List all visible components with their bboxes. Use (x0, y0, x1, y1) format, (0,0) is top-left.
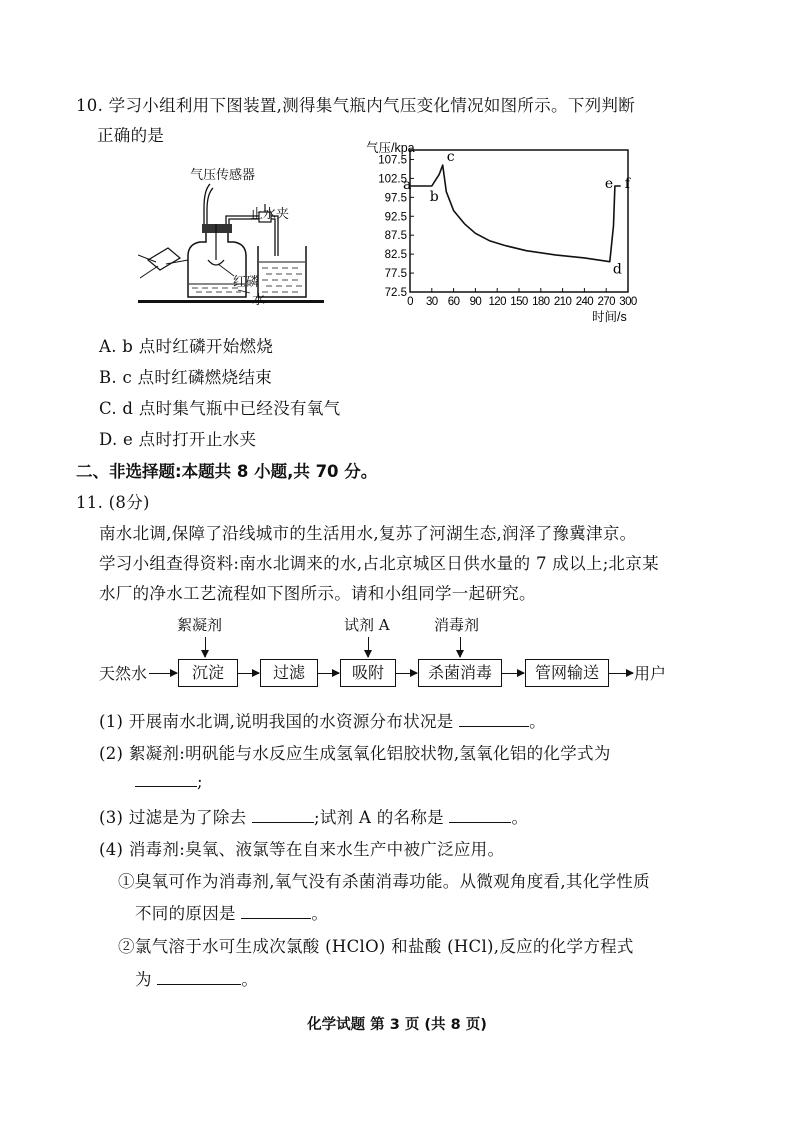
point-label-d: d (612, 261, 622, 278)
x-tick-label: 300 (619, 296, 637, 308)
flow-step-filtration: 过滤 (260, 659, 318, 687)
y-tick-label: 97.5 (384, 192, 407, 205)
q11-sub2-line1: (2) 絮凝剂:明矾能与水反应生成氢氧化铝胶状物,氢氧化铝的化学式为 (99, 744, 611, 763)
q11-sub2-line2 (135, 772, 203, 791)
q11-sub4-2-line1: ②氯气溶于水可生成次氯酸 (HClO) 和盐酸 (HCl),反应的化学方程式 (118, 937, 634, 956)
point-label-a: a (403, 176, 412, 193)
y-tick-label: 82.5 (384, 249, 407, 262)
q11-sub1-end: 。 (529, 712, 546, 731)
flow-arrow (149, 673, 177, 674)
point-label-b: b (429, 188, 439, 205)
flow-arrow (502, 673, 524, 674)
pressure-chart (360, 140, 660, 330)
x-tick-label: 60 (447, 296, 460, 308)
y-tick-label: 92.5 (384, 211, 407, 224)
q11-sub4-1-text: 不同的原因是 (135, 904, 236, 923)
plot-frame (410, 150, 628, 292)
page-footer: 化学试题 第 3 页 (共 8 页) (307, 1017, 487, 1033)
q11-sub4-1-end: 。 (311, 904, 329, 923)
flow-step-sedimentation: 沉淀 (178, 659, 238, 687)
q11-sub4-2-end: 。 (241, 970, 259, 989)
y-tick-label: 72.5 (384, 287, 407, 299)
q10-option-c: C. d 点时集气瓶中已经没有氧气 (99, 399, 341, 418)
x-axis-label: 时间/s (592, 310, 627, 324)
flow-arrow (318, 673, 339, 674)
water-label: 水 (252, 293, 266, 308)
x-tick-label: 150 (510, 296, 528, 308)
flow-arrow-down (368, 637, 369, 657)
x-tick-label: 30 (426, 296, 438, 308)
flow-input-flocculant: 絮凝剂 (177, 616, 223, 634)
q10-option-d: D. e 点时打开止水夹 (99, 430, 257, 449)
q10-option-b: B. c 点时红磷燃烧结束 (99, 368, 273, 387)
x-tick-label: 270 (597, 296, 615, 308)
q11-sub3 (99, 804, 528, 828)
q11-sub4-1-line2 (135, 900, 328, 924)
q11-sub3-text-b: ;试剂 A 的名称是 (313, 808, 444, 827)
sensor-label: 气压传感器 (190, 168, 256, 183)
flow-step-disinfection: 杀菌消毒 (418, 659, 502, 687)
flow-arrow (238, 673, 259, 674)
point-label-e: e (604, 175, 614, 192)
x-tick-label: 90 (469, 296, 482, 308)
y-tick-label: 87.5 (384, 230, 407, 243)
flow-step-pipeline: 管网输送 (525, 659, 609, 687)
q11-sub3-end: 。 (511, 808, 529, 827)
q11-para1: 南水北调,保障了沿线城市的生活用水,复苏了河湖生态,润泽了豫冀津京。 (99, 524, 637, 543)
flow-arrow (609, 673, 633, 674)
flow-input-reagent-a: 试剂 A (344, 616, 390, 634)
flow-end: 用户 (634, 664, 667, 683)
y-tick-label: 107.5 (378, 154, 407, 167)
q11-sub4-2-line2 (135, 966, 258, 990)
q11-sub1 (99, 708, 546, 732)
flow-start: 天然水 (99, 664, 148, 683)
q11-header: 11. (8分) (76, 493, 150, 512)
flow-input-disinfectant: 消毒剂 (434, 616, 480, 634)
pressure-curve (410, 165, 621, 262)
section2-heading: 二、非选择题:本题共 8 小题,共 70 分。 (76, 462, 378, 481)
x-tick-label: 120 (488, 296, 506, 308)
flow-step-adsorption: 吸附 (340, 659, 396, 687)
q11-sub3-text-a: (3) 过滤是为了除去 (99, 808, 247, 827)
q10-stem-line1: 10. 学习小组利用下图装置,测得集气瓶内气压变化情况如图所示。下列判断 (76, 96, 636, 115)
flow-arrow-down (205, 637, 206, 657)
flow-arrow (396, 673, 417, 674)
q11-sub2-end: ; (197, 772, 203, 791)
x-tick-label: 180 (532, 296, 550, 308)
flow-arrow-down (460, 637, 461, 657)
x-tick-label: 240 (575, 296, 594, 308)
y-axis-label: 气压/kpa (366, 141, 415, 155)
answer-blank[interactable] (449, 808, 511, 823)
point-label-c: c (446, 149, 455, 166)
y-tick-label: 77.5 (384, 268, 407, 281)
q11-sub4-2-text: 为 (135, 970, 152, 989)
q10-option-a: A. b 点时红磷开始燃烧 (99, 337, 274, 356)
q11-para2: 学习小组查得资料:南水北调来的水,占北京城区日供水量的 7 成以上;北京某 (99, 554, 659, 573)
answer-blank[interactable] (459, 712, 529, 727)
phosphorus-label: 红磷 (233, 275, 260, 290)
q11-sub1-text: (1) 开展南水北调,说明我国的水资源分布状况是 (99, 712, 454, 731)
answer-blank[interactable] (135, 772, 197, 787)
x-tick-label: 0 (407, 296, 413, 308)
q10-stem-line2: 正确的是 (97, 126, 165, 145)
answer-blank[interactable] (241, 904, 311, 919)
clamp-label: 止水夹 (250, 207, 290, 222)
y-tick-label: 102.5 (378, 173, 407, 186)
q11-sub4-1-line1: ①臭氧可作为消毒剂,氧气没有杀菌消毒功能。从微观角度看,其化学性质 (118, 872, 650, 891)
answer-blank[interactable] (157, 970, 241, 985)
answer-blank[interactable] (252, 808, 314, 823)
q11-sub4: (4) 消毒剂:臭氧、液氯等在自来水生产中被广泛应用。 (99, 840, 505, 859)
point-label-f: f (624, 175, 630, 192)
x-tick-label: 210 (553, 296, 572, 308)
q11-para3: 水厂的净水工艺流程如下图所示。请和小组同学一起研究。 (99, 584, 536, 603)
